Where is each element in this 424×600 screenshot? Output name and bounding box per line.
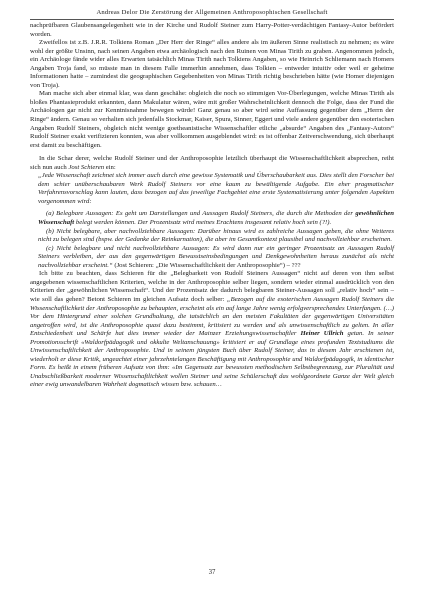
quote-item-a-text: (a) Belegbare Aussagen: Es geht um Darstellungen und Aussagen Rudolf Steiners, die durch die Methoden der xyxy=(46,210,356,218)
block-quote xyxy=(30,172,394,270)
quote-item-c xyxy=(38,245,394,271)
quote-item-c-text: (c) Nicht belegbare und nicht nachvollziehbare Aussagen: Es wird dann nur ein geringer Prozentsatz an Aussagen Rudolf Steiners verbleiben, der aus den gegenwärtigen Bewusstseinsbedingungen und Denkgewohnheiten heraus zunächst als nicht nachvollziehbar erscheint.“ xyxy=(38,244,394,269)
paragraph-3: Man mache sich aber einmal klar, was dann geschähe: obgleich die noch so stimmigen Vor-Überlegungen, welche Minas Tirith als bloßes Phantasieprodukt erkannten, dann Makulatur wären, wäre mit großer Wahrscheinlichkeit dennoch die Folge, dass der Fund die Archäologen gar nicht zur Kenntnisnahme bewegen würde! Ganz genau so aber wird seine Auffassung gegenüber dem „Herrn der Ringe“ ändern. Genau so verhalten sich jedenfalls Stockmar, Kaiser, Spura, Sinner, Eggert und viele andere gegenüber den esoterischen Angaben Rudolf Steiners, obgleich nicht wenige goetheanistische Wissenschaftler etliche „absurde“ Angaben des „Fantasy-Autors“ Rudolf Steiner exakt verifizieren konnten, was aber vollkommen ausgeblendet wird: es ist offenbar Zeitverschwendung, sich überhaupt erst damit zu beschäftigen. xyxy=(30,90,394,149)
paragraph-4-end: ein: xyxy=(104,163,116,171)
page-number: 37 xyxy=(208,569,216,576)
header-rule xyxy=(30,19,394,20)
paragraph-5-text: Ich bitte zu beachten, dass Schieren für die „Belegbarkeit von Rudolf Steiners Aussagen“ nicht auf deren von ihm selbst angegebenen wissenschaftlichen Kriterien, welche in der Anthroposophie selber liegen, sondern wieder einmal ausdrücklich von den Kriterien der „gewöhnlichen Wissenschaft“. Und der Prozentsatz der dadurch belegbaren Steiner-Aussagen soll „relativ hoch“ sein – wie soll das gehen? Betont Schieren im gleichen Aufsatz doch selber: xyxy=(30,270,394,303)
paragraph-2: Zweifellos ist z.B. J.R.R. Tolkiens Roman „Der Herr der Ringe“ alles andere als im äußeren Sinne realistisch zu nehmen; es wäre wohl der größte Unsinn, nach seinen Angaben etwa archäologisch nach den Ruinen von Minas Tirith zu graben. Angenommen jedoch, ein Archäologe fände wider alles Erwarten tatsächlich Minas Tirith nach Tolkiens Angaben, so wie Heinrich Schliemann nach Homers Angaben Troja fand, so müsste man in diesem Falle immerhin annehmen, dass Tolkien – entweder intuitiv oder weil er geheime Informationen hatte – zumindest die geographischen Gegebenheiten von Minas Tirith richtig beschrieben hätte (wie Homer diejenigen von Troja). xyxy=(30,39,394,89)
paragraph-4 xyxy=(30,155,394,172)
quote-item-a-end: belegt werden können. Der Prozentsatz wird meines Erachtens insgesamt relativ hoch sein (?!). xyxy=(74,219,332,227)
quote-source: (Jost Schieren: „Die Wissenschaftlichkeit der Anthroposophie“) – ??? xyxy=(114,261,301,269)
paragraph-5-quote: „Bezogen auf die esoterischen Aussagen Rudolf Steiners die Wissenschaftlichkeit der Anthroposophie zu behaupten, erscheint als ein auf lange Jahre wenig erfolgversprechendes Unterfangen. (…) Vor dem Hintergrund einer solchen Grundhaltung, die tatsächlich an den meisten Fakultäten der gegenwärtigen Universitäten angetroffen wird, ist die Anthroposophie quasi dazu bestimmt, kritisiert zu werden und als unwissenschaftlich zu gelten. In aller Entschiedenheit und Schärfe hat dies immer wieder der Mainzer Erziehungswissenschaftler xyxy=(30,295,394,338)
body-text xyxy=(30,22,394,390)
running-head: Andreas Delor Die Zerstörung der Allgemeinen Anthroposophischen Gesellschaft xyxy=(96,9,328,16)
quote-item-b: (b) Nicht belegbare, aber nachvollziehbare Aussagen: Darüber hinaus wird es zahlreiche Aussagen geben, die ohne Weiteres nicht zu belegen sind (bspw. der Gedanke der Reinkarnation), die aber im Gesamtkontext plausibel und nachvollziehbar erscheinen. xyxy=(38,227,394,244)
quote-item-a-emphasis: gewöhnlichen Wissenschaft xyxy=(38,210,394,227)
quote-item-a xyxy=(38,210,394,227)
quote-intro: „Jede Wissenschaft zeichnet sich immer auch durch eine gewisse Systematik und Überschaubarkeit aus. Dies stellt den Forscher bei dem schier unüberschaubaren Werk Rudolf Steiners vor eine kaum zu bewältigende Aufgabe. Ein eher pragmatischer Verfahrensvorschlag kann lauten, dass bezogen auf das jeweilige Fachgebiet eine erste Systematisierung unter folgenden Aspekten vorgenommen wird: xyxy=(38,172,394,205)
paragraph-4-text: In die Schar derer, welche Rudolf Steiner und der Anthroposophie letztlich überhaupt die Wissenschaftlichkeit absprechen, reiht sich nun auch xyxy=(30,155,394,171)
paragraph-1: nachprüfbaren Glaubensangelegenheit wie in der Kirche und Rudolf Steiner zum Harry-Potter-verdächtigen Fantasy-Autor befördert worden. xyxy=(30,22,394,38)
author-name-ullrich: Heiner Ullrich xyxy=(300,330,344,338)
paragraph-5 xyxy=(30,270,394,390)
paragraph-5-quote-end: getan. In seiner Promotionsschrift «Waldorfpädagogik und okkulte Weltanschauung» kritisiert er auf Grundlage eines profunden Textstudiums die Unwissenschaftlichkeit der Anthroposophie. Und in seinem jüngsten Buch über Rudolf Steiner, das in diesem Jahr erschienen ist, wiederholt er diese Kritik, ungeachtet einer jahrzehntelangen Beschäftigung mit Anthroposophie und Waldorfpädagogik, in identischer Form. Es heißt in einem früheren Aufsatz von ihm: «Im Gegensatz zur bewussten methodischen Selbstbegrenzung, zur Pluralität und Unabschließbarkeit moderner Wissenschaftlichkeit wollen Steiner und seine Schülerschaft das wohlgeordnete Ganze der Welt gleich einer ewig unwandelbaren Wahrheit dogmatisch wissen bzw. schauen… xyxy=(30,330,394,389)
author-name-schieren: Jost Schieren xyxy=(68,163,105,171)
